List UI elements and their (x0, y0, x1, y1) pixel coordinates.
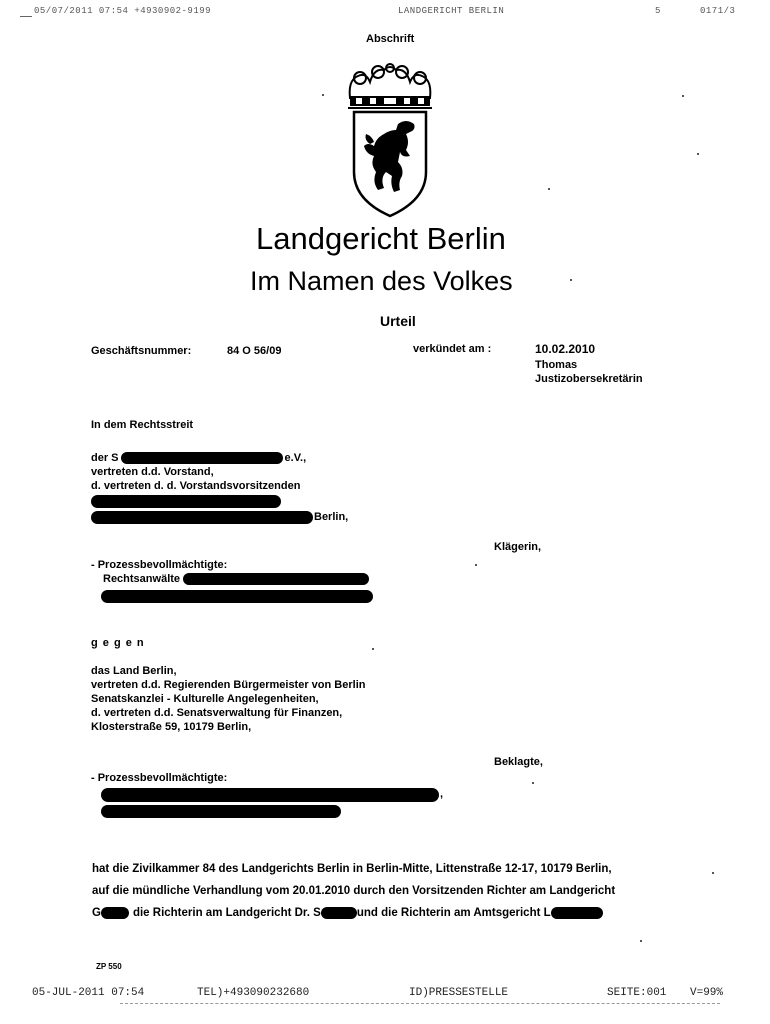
form-code: ZP 550 (96, 962, 122, 971)
counsel-firm-text: Rechtsanwälte (103, 573, 181, 585)
body-line-3-c: und die Richterin am Amtsgericht L (356, 907, 551, 920)
berlin-coat-of-arms-icon (340, 60, 440, 220)
redaction-bar (101, 590, 373, 603)
redaction-bar (91, 511, 313, 524)
redaction-bar (101, 805, 341, 818)
fax-header-right: 0171/3 (700, 6, 736, 16)
body-line-3 (92, 907, 603, 919)
case-intro: In dem Rechtsstreit (91, 419, 194, 431)
fax-footer-date: 05-JUL-2011 07:54 (32, 987, 145, 999)
clerk-title: Justizobersekretärin (535, 373, 643, 385)
announced-label: verkündet am : (413, 343, 492, 355)
redaction-bar (91, 495, 281, 508)
plaintiff-suffix: e.V., (284, 452, 307, 464)
fax-header-page: 5 (655, 6, 661, 16)
defendant-line-1: das Land Berlin, (91, 665, 177, 677)
plaintiff-role: Klägerin, (494, 541, 542, 553)
body-line-3-a: G (92, 907, 101, 920)
redaction-bar (183, 573, 369, 585)
fax-header-center: LANDGERICHT BERLIN (398, 6, 505, 16)
fax-footer-id: ID)PRESSESTELLE (409, 987, 509, 999)
plaintiff-counsel-label: - Prozessbevollmächtigte: (91, 559, 228, 571)
defendant-line-4: d. vertreten d.d. Senatsverwaltung für Finanzen, (91, 707, 343, 719)
plaintiff-city: Berlin, (314, 511, 349, 523)
fax-header-left: 05/07/2011 07:54 +4930902-9199 (34, 6, 212, 16)
defendant-role: Beklagte, (494, 756, 543, 768)
gegen-separator: g e g e n (91, 637, 145, 649)
fax-footer-tel: TEL)+493090232680 (197, 987, 310, 999)
plaintiff-line-2: vertreten d.d. Vorstand, (91, 466, 214, 478)
fax-footer-rule (120, 1003, 720, 1004)
body-line-3-b: die Richterin am Landgericht Dr. S (132, 907, 321, 920)
fax-footer-v: V=99% (690, 987, 724, 999)
redaction-bar (101, 788, 439, 802)
announced-date: 10.02.2010 (535, 342, 596, 356)
court-name: Landgericht Berlin (256, 221, 506, 256)
redaction-bar (101, 907, 129, 919)
plaintiff-prefix: der S (91, 452, 119, 464)
redaction-bar (551, 907, 603, 919)
clerk-name: Thomas (535, 359, 578, 371)
plaintiff-name-line (91, 452, 306, 465)
defendant-counsel-label: - Prozessbevollmächtigte: (91, 772, 228, 784)
case-number: 84 O 56/09 (227, 345, 282, 357)
body-line-1: hat die Zivilkammer 84 des Landgerichts Berlin in Berlin-Mitte, Littenstraße 12-17, 10179 Berlin, (92, 863, 612, 875)
case-number-label: Geschäftsnummer: (91, 345, 192, 357)
body-line-2: auf die mündliche Verhandlung vom 20.01.2010 durch den Vorsitzenden Richter am Landgericht (92, 885, 616, 897)
redaction-bar (321, 907, 357, 919)
page-subtitle: Im Namen des Volkes (250, 266, 513, 296)
plaintiff-line-3: d. vertreten d. d. Vorstandsvorsitzenden (91, 480, 301, 492)
plaintiff-counsel-firm (103, 573, 369, 586)
fax-header-rule (20, 16, 32, 17)
redaction-bar (121, 452, 283, 464)
defendant-line-2: vertreten d.d. Regierenden Bürgermeister von Berlin (91, 679, 366, 691)
document-type: Urteil (380, 313, 416, 329)
defendant-line-5: Klosterstraße 59, 10179 Berlin, (91, 721, 252, 733)
defendant-line-3: Senatskanzlei - Kulturelle Angelegenheiten, (91, 693, 319, 705)
fax-footer-page: SEITE:001 (607, 987, 667, 999)
abschrift-label: Abschrift (366, 33, 415, 45)
